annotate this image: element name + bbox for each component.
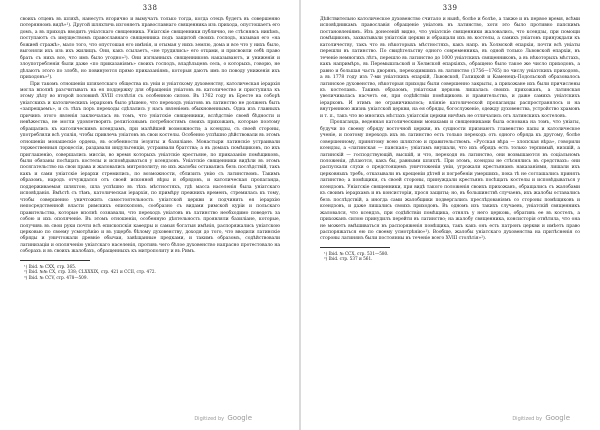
- paragraph: Пропаганда, веденная католическими монахами и священниками была основана на томъ, что уніаты, будучи по своему обряду восточной церкви, въ сущности признаютъ главенство папы и католическое ученіе, и поэтому переходъ ихъ въ латинство есть только переходъ отъ одного обряда къ другому, болѣе совершенному, принятому всею шляхтою и правительствомъ. «Русская вѣра — хлопская вѣра», говорили ксендзы, а «латинская — панская»; уніатамъ внушали, что ихъ обрядъ есть только терпимый, низшій, а латинскій — господствующій, высшій, и что, переходя въ латинство, они возвышаются въ соціальномъ положеніи, дѣлаются, какъ бы, равными шляхтѣ. При этомъ, ксендзы не стѣснялись въ средствахъ: они распускали слухи о предстоящемъ уничтоженіи уніи, угрожали крестьянамъ наказаніями, лишали ихъ церковныхъ требъ, отказывали въ крещеніи дѣтей и погребеніи умершихъ, пока тѣ не соглашались принять латинство; а помѣщики, съ своей стороны, принуждали крестьянъ посѣщать костелы и исповѣдываться у ксендзовъ. Уніатскіе священники, при видѣ такого положенія своихъ прихожанъ, обращались съ жалобами къ своимъ іерархамъ и въ консисторіи, прося защиты; но, въ большинствѣ случаевъ, ихъ жалобы оставались безъ послѣдствій, а иногда сами жалобщики подвергались преслѣдованіямъ со стороны помѣщиковъ и ксендзовъ, и даже лишались своихъ приходовъ. Въ одномъ изъ такихъ случаевъ, уніатскій священникъ жаловался, что ксендзъ, при содѣйствіи помѣщика, отнялъ у него церковь, обративъ ее въ костелъ, а прихожанъ силою принудилъ перейти въ латинство; на жалобу священника, консисторія отвѣтила, что она не можетъ вмѣшиваться въ распоряженія помѣщика, такъ какъ онъ есть патронъ церкви и имѣетъ право распоряжаться ею по своему усмотрѣнію»¹). Вообще, жалобы уніатскаго духовенства на притѣсненія со стороны латинянъ были постоянны въ теченіе всего XVIII столѣтія»²).: [320, 120, 580, 242]
- body-text: [20, 17, 280, 256]
- footnotes: [20, 264, 280, 281]
- footnote-divider: [20, 260, 90, 261]
- footnotes: [320, 251, 580, 262]
- watermark-prefix: Digitized by: [512, 416, 543, 422]
- page-number: 338: [142, 4, 158, 12]
- footnote: ²) Ibid. №№ CX, стр. 338; CLXXXIX, стр. 421 и CCII, стр. 472.: [24, 269, 156, 275]
- paragraph: своихъ отцевъ въ шляхѣ, нанесутъ вторично и вымучатъ только тогда, когда отецъ будетъ въ совершенно потерянномъ видѣ»¹). Другой шляхтичь изгоняетъ православнаго священника изъ прихода, опустошаетъ его домъ, а въ приходъ вводитъ уніатскаго священника. Уніатскіе священники публично, не стѣсняясь никѣмъ, поступаютъ съ имуществомъ православнаго священника подъ защитой своихъ господъ, называя его «на божией стражѣ», мало того, что опустошая его имѣнія, и отымая у нихъ землю, дома и все что у нихъ было, выгоняли ихъ изъ ихъ жилищъ. Они, какъ ссылаетъ, «не трудились» его отцами, и присвоили себѣ право брать съ нихъ все, что имъ было угодно»²). Они изгнанныхъ священниковъ наказываютъ, и униженія и злоупотребленія были даже «по приказаніямъ» своихъ господъ, владѣльцевъ сель, о которыхъ, говорю, не дѣлаютъ этого по злобѣ, но повинуются прямо приказаніямъ, которыя даютъ имъ по поводу униженія ихъ приходовъ»³).: [20, 17, 280, 81]
- paragraph: При такомъ отношеніи шляхетскаго общества къ уніи и уніатскому духовенству, католическая іерархія могла вполнѣ разсчитывать на ея поддержку для обращенія уніатовъ въ католичество и приступила къ этому дѣлу во второй половинѣ XVIII столѣтія съ особенною силою. Въ 1762 году въ Бресте на соборѣ уніатскихъ и католическихъ іерарховъ было рѣшено, что переходъ уніатовъ въ латинство не долженъ быть «запрещаемъ», и съ тѣхъ поръ переходы сдѣлались у насъ явленіемъ обыкновеннымъ. Одна изъ главныхъ причинъ этого явленія заключалась въ томъ, что уніатскіе священники, вслѣдствіе своей бѣдности и невѣжества, не могли удовлетворять религіознымъ потребностямъ своихъ прихожанъ, которые поэтому обращались къ католическимъ ксендзамъ, при малѣйшей возможности; а ксендзы, съ своей стороны, употребляли всѣ усилія, чтобы привлечь уніатовъ въ свои костелы. Особенно успѣшно дѣйствовали въ этомъ отношеніи монашескіе ордена, въ особенности іезуиты и базиліане. Монастыри латинскіе устраивали торжественныя процессіи, раздавали индульгенціи, устраивали братства; а въ домахъ помѣщиковъ, по ихъ приглашенію, совершались миссіи, во время которыхъ уніатскіе крестьяне, по приказанію помѣщиковъ, были обязаны посѣщать костелы и исповѣдываться у ксендзовъ. Уніатскіе священники видѣли въ этомъ посягательство на свои права и жаловались митрополиту; но ихъ жалобы оставались безъ послѣдствій, такъ какъ и сами уніатскіе іерархи стремились, по возможности, сблизить унію съ латинствомъ. Такимъ образомъ, народъ отчуждался отъ своей исконной вѣры и обрядовъ, и католическая пропаганда, поддерживаемая шляхтою, шла успѣшно въ тѣхъ мѣстностяхъ, гдѣ масса населенія была уніатскаго исповѣданія. Вмѣстѣ съ тѣмъ, католическая іерархія, по примѣру прежнихъ временъ, стремилась къ тому, чтобы совершенно уничтожить самостоятельность уніатской церкви и подчинить ея іерархію непосредственной власти римскихъ епископовъ, сообразно съ видами римской куріи и польскаго правительства, которые вполнѣ сознавали, что переходъ уніатовъ въ латинство необходимо поведетъ за собою и ихъ ополяченіе. Въ этомъ отношеніи, особенную дѣятельность проявляли базиліане, которые, получивъ въ свои руки почти всѣ епископскія каѳедры и самыя богатыя имѣнія, распоряжались уніатскою церковью по своему усмотрѣнію и въ ущербъ бѣлому духовенству, доходя до того, что вводили латинскіе обряды и уничтожали древніе обычаи, завѣщанные предками, и такимъ образомъ, содѣйствовали латинизаціи и ополяченію уніатскаго населенія, противъ чего бѣлое духовенство напрасно протестовало на соборахъ и въ своихъ жалобахъ, обращенныхъ къ митрополиту и въ Римъ.: [20, 81, 280, 255]
- watermark-name: Google: [227, 414, 252, 422]
- footnote-divider: [320, 247, 390, 248]
- right-page: [300, 0, 600, 430]
- footnote: ¹) Ibid. № CXX, стр. 365.: [24, 263, 77, 269]
- footnote: ²) Ibid. стр. 537 и 561.: [324, 256, 373, 262]
- page-number: 339: [442, 4, 458, 12]
- google-watermark: [512, 414, 570, 422]
- paragraph: Дѣйствительно католическое духовенство считало и нынѣ, болѣе и болѣе, а также и въ первое время, всѣми исповѣдникамъ православія обращеніе уніатовъ въ латинство, хотя это было противно папскимъ постановленіямъ. Изъ донесеній видно, что уніатскіе священники жаловались, что ксендзы, при помощи помѣщиковъ, захватывали уніатскія церкви и обращали ихъ въ костелы, а самихъ уніатовъ принуждали къ католичеству, такъ что въ нѣкоторыхъ мѣстностяхъ, какъ напр. въ Холмской епархіи, почти всѣ уніаты перешли въ латинство. По свидѣтельству одного современника, въ одной только Львовской епархіи, въ теченіе немногихъ лѣтъ, перешло въ латинство до 1000 уніатскихъ священниковъ, а въ нѣкоторыхъ мѣстахъ, какъ напримѣръ, въ Перемышльской и Хелмской епархіяхъ, обращено было такое же число приходовъ, а равно и большая часть дворянъ, переходившихъ въ латинство (1756—1765) по числу уніатскихъ приходовъ, а въ 1778 году изъ 7-ми уніатскихъ епархій, Львовской, Галицкой и Каменецъ-Подольской образовалось латинское духовенство, нѣкоторыя приходы были совершенно закрыты, а прихожане ихъ были причислены къ костеламъ. Такимъ образомъ, уніатская церковь лишалась своихъ прихожанъ, а латинская увеличивалась насчетъ ея, при содѣйствіи помѣщиковъ и правительства, и даже самихъ уніатскихъ іерарховъ. И этимъ не ограничивалось; вліяніе католической пропаганды распространялось и на внутреннюю жизнь уніатской церкви, на ея обряды, богослуженіе, одежду духовенства, устройство храмовъ и т. п., такъ что во многихъ мѣстахъ уніатскія церкви ничѣмъ не отличались отъ латинскихъ костеловъ.: [320, 17, 580, 119]
- footnote: ¹) Ibid. № CCX, стр. 531—580.: [324, 250, 389, 256]
- watermark-prefix: Digitized by: [194, 416, 225, 422]
- google-watermark: [194, 414, 252, 422]
- body-text: [320, 17, 580, 243]
- footnote: ³) Ibid. № CCV, стр. 478—509.: [24, 274, 88, 280]
- watermark-name: Google: [545, 414, 570, 422]
